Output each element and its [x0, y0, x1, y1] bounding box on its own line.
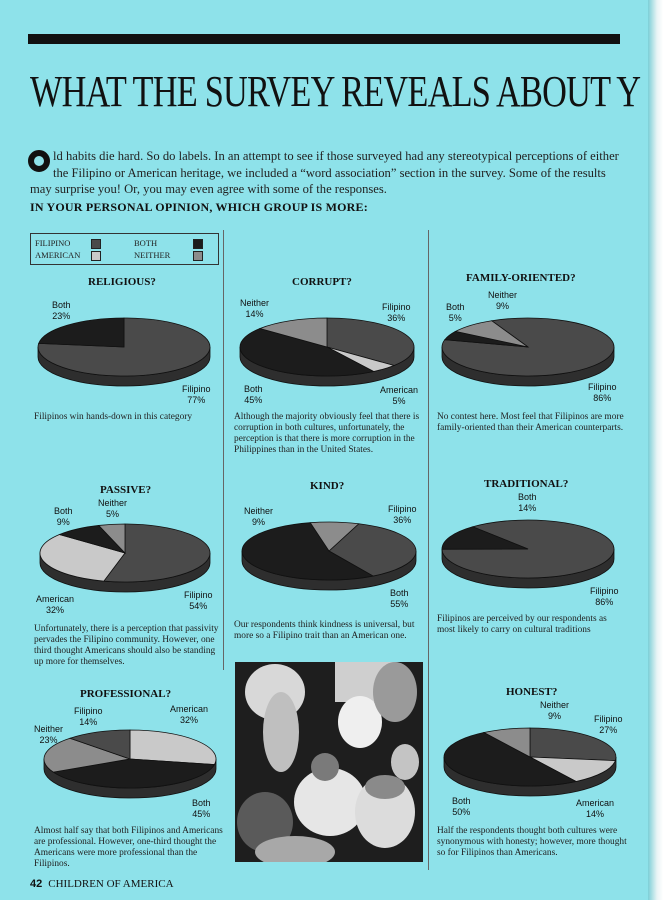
legend-swatch-american — [91, 251, 101, 261]
caption-professional: Almost half say that both Filipinos and Americans are professional. However, one-third thought the Americans were more professional than the Filipinos. — [34, 826, 223, 869]
label-american-corrupt: American 5% — [380, 385, 419, 406]
page-number: 42 — [30, 878, 43, 890]
label-filipino-family: Filipino 86% — [588, 382, 617, 403]
caption-corrupt: Although the majority obviously feel that there is corruption in both cultures, unfortunately, the perception is that there is more corruption in the Philippines than in the United States. — [234, 412, 420, 455]
label-both-traditional: Both 14% — [518, 492, 537, 513]
caption-passive: Unfortunately, there is a perception that passivity pervades the Filipino community. However, one third thought Americans should also be standing up more for themselves. — [34, 624, 219, 667]
legend-swatch-filipino — [91, 239, 101, 249]
legend-label-neither: NEITHER — [134, 250, 171, 260]
chart-title-traditional: TRADITIONAL? — [484, 478, 569, 490]
legend-swatch-both — [193, 239, 203, 249]
caption-family-oriented: No contest here. Most feel that Filipinos are more family-oriented than their American counterparts. — [437, 412, 624, 433]
chart-title-corrupt: CORRUPT? — [292, 276, 352, 288]
chart-title-professional: PROFESSIONAL? — [80, 688, 172, 700]
pie-chart-religious — [36, 316, 212, 392]
legend-label-filipino: FILIPINO — [35, 238, 71, 248]
intro-paragraph — [30, 148, 622, 198]
label-filipino-honest: Filipino 27% — [594, 714, 623, 735]
label-filipino-passive: Filipino 54% — [184, 590, 213, 611]
label-filipino-kind: Filipino 36% — [388, 504, 417, 525]
pie-chart-kind — [240, 520, 418, 596]
pie-chart-family-oriented — [440, 316, 616, 392]
label-filipino-traditional: Filipino 86% — [590, 586, 619, 607]
label-american-honest: American 14% — [576, 798, 615, 819]
pie-slice-both — [39, 318, 124, 347]
label-american-professional: American 32% — [170, 704, 209, 725]
label-both-corrupt: Both 45% — [244, 384, 263, 405]
pie-chart-corrupt — [238, 316, 416, 392]
chart-title-religious: RELIGIOUS? — [88, 276, 156, 288]
publication-name: CHILDREN OF AMERICA — [48, 878, 174, 890]
label-neither-professional: Neither 23% — [34, 724, 64, 745]
caption-traditional: Filipinos are perceived by our respondents as most likely to carry on cultural traditions — [437, 614, 607, 635]
label-both-family: Both 5% — [446, 302, 465, 323]
chart-title-family-oriented: FAMILY-ORIENTED? — [466, 272, 576, 284]
page-footer — [30, 878, 174, 890]
intro-text: ld habits die hard. So do labels. In an attempt to see if those surveyed had any stereotypical perceptions of either the Filipino or American heritage, we included a “word association” section in the survey. Some of the results may surprise you! Or, you may even agree with some of the responses. — [30, 149, 619, 196]
label-neither-kind: Neither 9% — [244, 506, 274, 527]
chart-title-passive: PASSIVE? — [100, 484, 152, 496]
chart-legend — [30, 233, 219, 265]
label-neither-family: Neither 9% — [488, 290, 518, 311]
caption-honest: Half the respondents thought both cultures were synonymous with honesty; however, more thought so for Filipinos than Americans. — [437, 826, 627, 858]
page-title: WHAT THE SURVEY REVEALS ABOUT Y — [30, 67, 641, 116]
pie-chart-passive — [38, 522, 212, 598]
label-both-professional: Both 45% — [192, 798, 211, 819]
label-neither-corrupt: Neither 14% — [240, 298, 270, 319]
column-divider-left — [223, 230, 224, 670]
legend-label-american: AMERICAN — [35, 250, 81, 260]
label-both-passive: Both 9% — [54, 506, 73, 527]
label-american-passive: American 32% — [36, 594, 75, 615]
label-both-kind: Both 55% — [390, 588, 409, 609]
drop-cap-o — [28, 150, 50, 172]
chart-title-honest: HONEST? — [506, 686, 558, 698]
label-filipino-professional: Filipino 14% — [74, 706, 103, 727]
label-both-honest: Both 50% — [452, 796, 471, 817]
pie-chart-traditional — [440, 518, 616, 594]
crowd-photo — [235, 662, 423, 862]
top-rule — [28, 34, 620, 44]
caption-kind: Our respondents think kindness is universal, but more so a Filipino trait than an American one. — [234, 620, 415, 641]
label-filipino-religious: Filipino 77% — [182, 384, 211, 405]
survey-question: IN YOUR PERSONAL OPINION, WHICH GROUP IS MORE: — [30, 200, 368, 214]
label-neither-honest: Neither 9% — [540, 700, 570, 721]
chart-title-kind: KIND? — [310, 480, 345, 492]
legend-swatch-neither — [193, 251, 203, 261]
label-neither-passive: Neither 5% — [98, 498, 128, 519]
page-edge-shadow — [648, 0, 663, 900]
label-both-religious: Both 23% — [52, 300, 71, 321]
legend-label-both: BOTH — [134, 238, 158, 248]
pie-chart-professional — [42, 728, 218, 804]
label-filipino-corrupt: Filipino 36% — [382, 302, 411, 323]
pie-chart-honest — [442, 726, 618, 802]
column-divider-right — [428, 230, 429, 870]
pie-slice-american — [130, 730, 216, 765]
caption-religious: Filipinos win hands-down in this category — [34, 412, 193, 422]
